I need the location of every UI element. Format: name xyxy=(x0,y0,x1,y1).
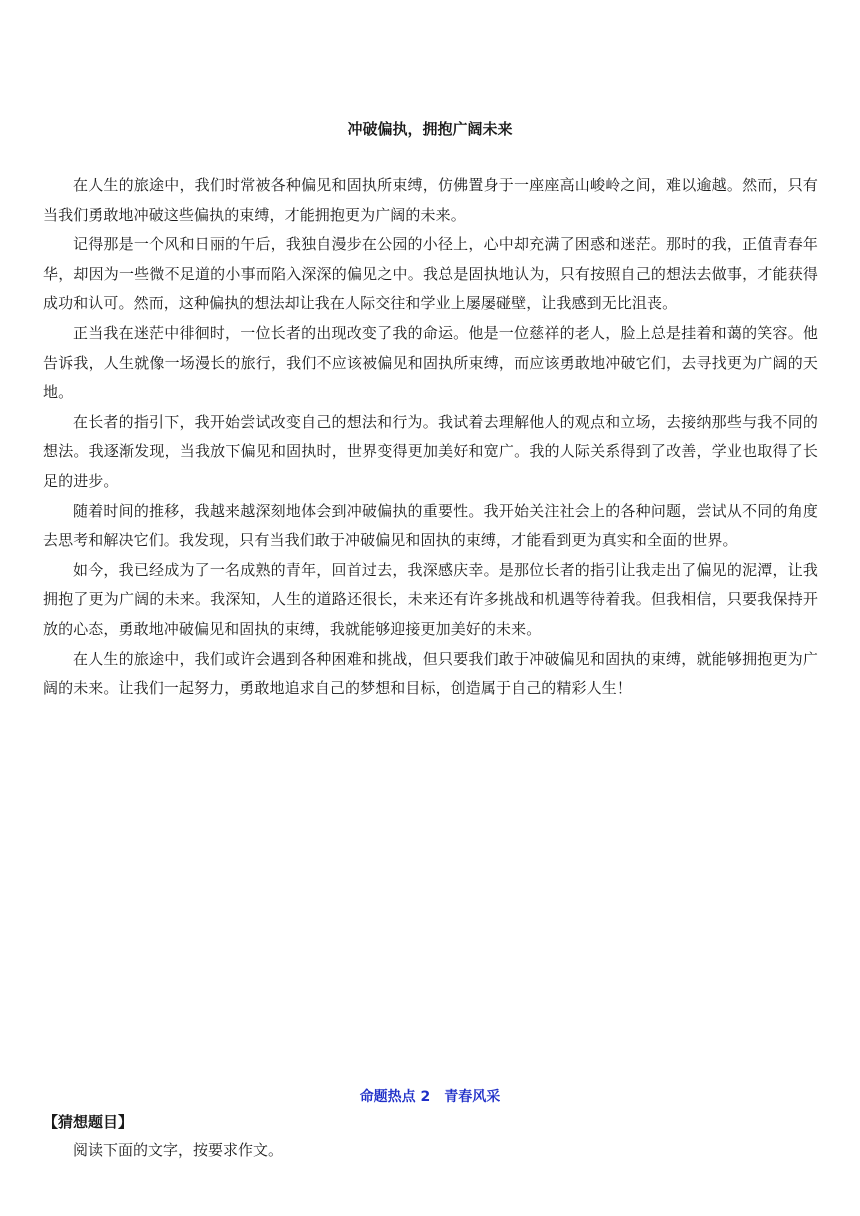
section-heading: 命题热点 2 青春风采 xyxy=(359,1089,501,1105)
essay-paragraph: 在人生的旅途中，我们时常被各种偏见和固执所束缚，仿佛置身于一座座高山峻岭之间，难以逾越。然而，只有当我们勇敢地冲破这些偏执的束缚，才能拥抱更为广阔的未来。 xyxy=(43,176,818,224)
essay-paragraph: 正当我在迷茫中徘徊时，一位长者的出现改变了我的命运。他是一位慈祥的老人，脸上总是挂着和蔼的笑容。他告诉我，人生就像一场漫长的旅行，我们不应该被偏见和固执所束缚，而应该勇敢地冲破它们，去寻找更为广阔的天地。 xyxy=(43,323,818,402)
essay-paragraph: 记得那是一个风和日丽的午后，我独自漫步在公园的小径上，心中却充满了困惑和迷茫。那时的我，正值青春年华，却因为一些微不足道的小事而陷入深深的偏见之中。我总是固执地认为，只有按照自己的想法去做事，才能获得成功和认可。然而，这种偏执的想法却让我在人际交往和学业上屡屡碰壁，让我感到无比沮丧。 xyxy=(43,235,818,313)
essay-paragraph: 随着时间的推移，我越来越深刻地体会到冲破偏执的重要性。我开始关注社会上的各种问题，尝试从不同的角度去思考和解决它们。我发现，只有当我们敢于冲破偏见和固执的束缚，才能看到更为真实和全面的世界。 xyxy=(43,501,818,550)
essay-paragraph: 在人生的旅途中，我们或许会遇到各种困难和挑战，但只要我们敢于冲破偏见和固执的束缚，就能够拥抱更为广阔的未来。让我们一起努力，勇敢地追求自己的梦想和目标，创造属于自己的精彩人生！ xyxy=(43,649,818,698)
essay-paragraph: 如今，我已经成为了一名成熟的青年，回首过去，我深感庆幸。是那位长者的指引让我走出了偏见的泥潭，让我拥抱了更为广阔的未来。我深知，人生的道路还很长，未来还有许多挑战和机遇等待着我。但我相信，只要我保持开放的心态，勇敢地冲破偏见和固执的束缚，我就能够迎接更加美好的未来。 xyxy=(43,560,818,638)
guess-topic-label: 【猜想题目】 xyxy=(43,1113,134,1131)
essay-body xyxy=(43,171,818,704)
essay-paragraph: 在长者的指引下，我开始尝试改变自己的想法和行为。我试着去理解他人的观点和立场，去接纳那些与我不同的想法。我逐渐发现，当我放下偏见和固执时，世界变得更加美好和宽广。我的人际关系得到了改善，学业也取得了长足的进步。 xyxy=(43,412,818,490)
essay-title: 冲破偏执，拥抱广阔未来 xyxy=(347,120,513,138)
writing-instruction: 阅读下面的文字，按要求作文。 xyxy=(73,1141,284,1159)
